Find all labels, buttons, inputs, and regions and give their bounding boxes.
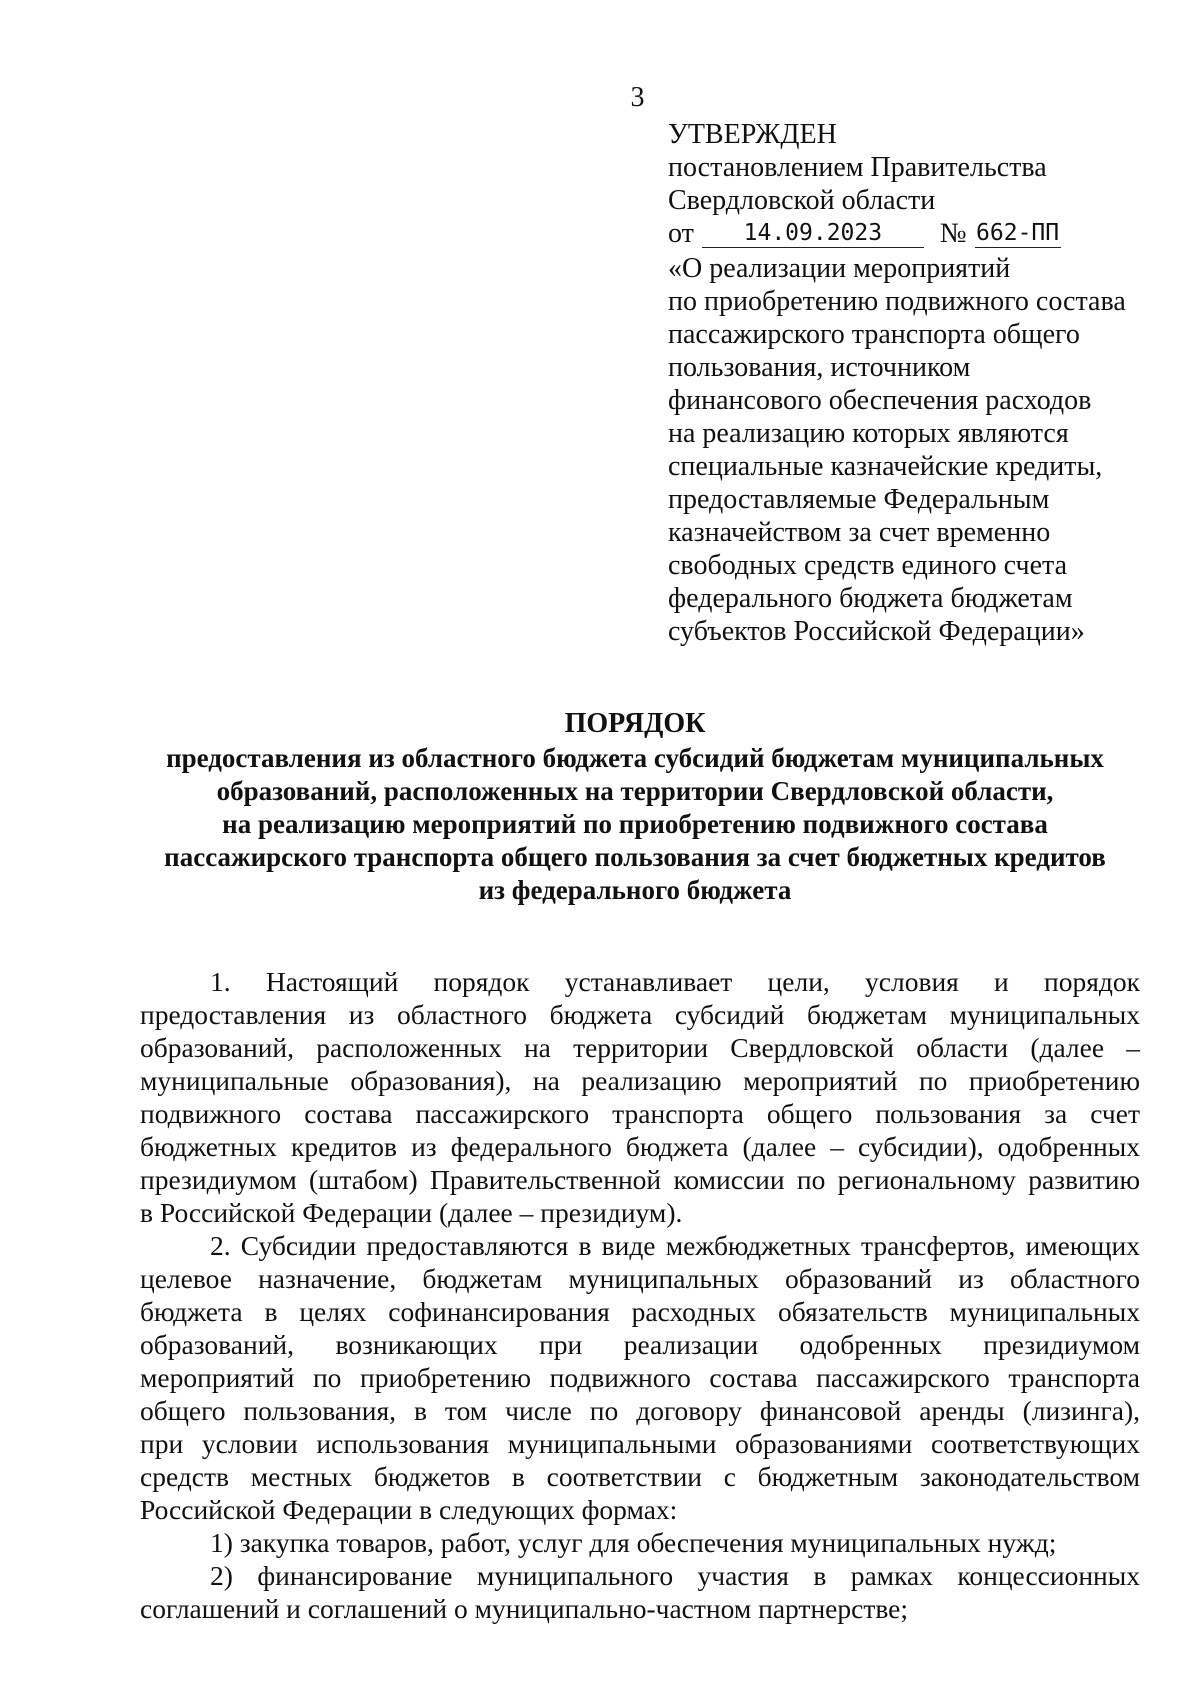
document-title: ПОРЯДОК <box>564 708 706 739</box>
list-item-1: 1) закупка товаров, работ, услуг для обеспечения муниципальных нужд; <box>210 1527 1057 1558</box>
paragraph-1-line: 1. Настоящий порядок устанавливает цели, условия и порядок <box>210 966 1140 997</box>
paragraph-2-line: общего пользования, в том числе по договору финансовой аренды (лизинга), <box>140 1395 1140 1426</box>
list-item-2-line: 2) финансирование муниципального участия в рамках концессионных <box>210 1560 1140 1591</box>
approval-date-line <box>668 217 1138 250</box>
paragraph-2-line: целевое назначение, бюджетам муниципальных образований из областного <box>140 1263 1140 1294</box>
approval-stamp <box>668 118 1138 648</box>
paragraph-1-line: образований, расположенных на территории Свердловской области (далее – <box>140 1032 1140 1063</box>
subject-line: специальные казначейские кредиты, <box>668 451 1103 482</box>
paragraph-1-line: в Российской Федерации (далее – президиум). <box>140 1197 683 1228</box>
paragraph-1-line: подвижного состава пассажирского транспорта общего пользования за счет <box>140 1098 1140 1129</box>
paragraph-2-line: бюджета в целях софинансирования расходных обязательств муниципальных <box>140 1296 1140 1327</box>
paragraph-2-line: мероприятий по приобретению подвижного состава пассажирского транспорта <box>140 1362 1140 1393</box>
heading-subtitle-line: предоставления из областного бюджета субсидий бюджетам муниципальных <box>166 743 1104 773</box>
subject-line: предоставляемые Федеральным <box>668 484 1050 515</box>
paragraph-2-line: образований, возникающих при реализации одобренных президиумом <box>140 1329 1140 1360</box>
subject-line: по приобретению подвижного состава <box>668 286 1126 317</box>
approval-subject <box>668 252 1138 648</box>
number-label: № <box>939 218 967 249</box>
subject-line: финансового обеспечения расходов <box>668 385 1092 416</box>
paragraph-2-line: 2. Субсидии предоставляются в виде межбюджетных трансфертов, имеющих <box>210 1230 1140 1261</box>
approval-date: 14.09.2023 <box>702 219 924 248</box>
list-item-2-line: соглашений и соглашений о муниципально-частном партнерстве; <box>140 1593 909 1624</box>
paragraph-2-line: Российской Федерации в следующих формах: <box>140 1494 678 1525</box>
document-body <box>140 965 1140 1625</box>
paragraph-1-line: бюджетных кредитов из федерального бюджета (далее – субсидии), одобренных <box>140 1131 1140 1162</box>
subject-line: на реализацию которых являются <box>668 418 1069 449</box>
subject-line: субъектов Российской Федерации» <box>668 616 1085 647</box>
heading-subtitle-line: из федерального бюджета <box>478 875 792 905</box>
subject-line: пользования, источником <box>668 352 971 383</box>
paragraph-2-line: средств местных бюджетов в соответствии с бюджетным законодательством <box>140 1461 1140 1492</box>
subject-line: пассажирского транспорта общего <box>668 319 1080 350</box>
subject-line: федерального бюджета бюджетам <box>668 583 1073 614</box>
page-number: 3 <box>630 82 645 113</box>
heading-subtitle-line: пассажирского транспорта общего пользования за счет бюджетных кредитов <box>164 842 1106 872</box>
approval-line-2: Свердловской области <box>668 185 936 216</box>
paragraph-2-line: при условии использования муниципальными образованиями соответствующих <box>140 1428 1140 1459</box>
paragraph-1-line: муниципальные образования), на реализацию мероприятий по приобретению <box>140 1065 1140 1096</box>
document-heading <box>130 707 1140 907</box>
subject-line: казначейством за счет временно <box>668 517 1051 548</box>
heading-subtitle-line: образований, расположенных на территории Свердловской области, <box>216 776 1054 806</box>
paragraph-1-line: предоставления из областного бюджета субсидий бюджетам муниципальных <box>140 999 1140 1030</box>
approval-status: УТВЕРЖДЕН <box>668 119 837 150</box>
approval-line-1: постановлением Правительства <box>668 152 1047 183</box>
paragraph-1-line: президиумом (штабом) Правительственной комиссии по региональному развитию <box>140 1164 1140 1195</box>
heading-subtitle-line: на реализацию мероприятий по приобретению подвижного состава <box>222 809 1048 839</box>
from-label: от <box>668 218 694 249</box>
subject-line: свободных средств единого счета <box>668 550 1067 581</box>
subject-line: «О реализации мероприятий <box>668 253 1011 284</box>
approval-number: 662-ПП <box>976 220 1060 246</box>
